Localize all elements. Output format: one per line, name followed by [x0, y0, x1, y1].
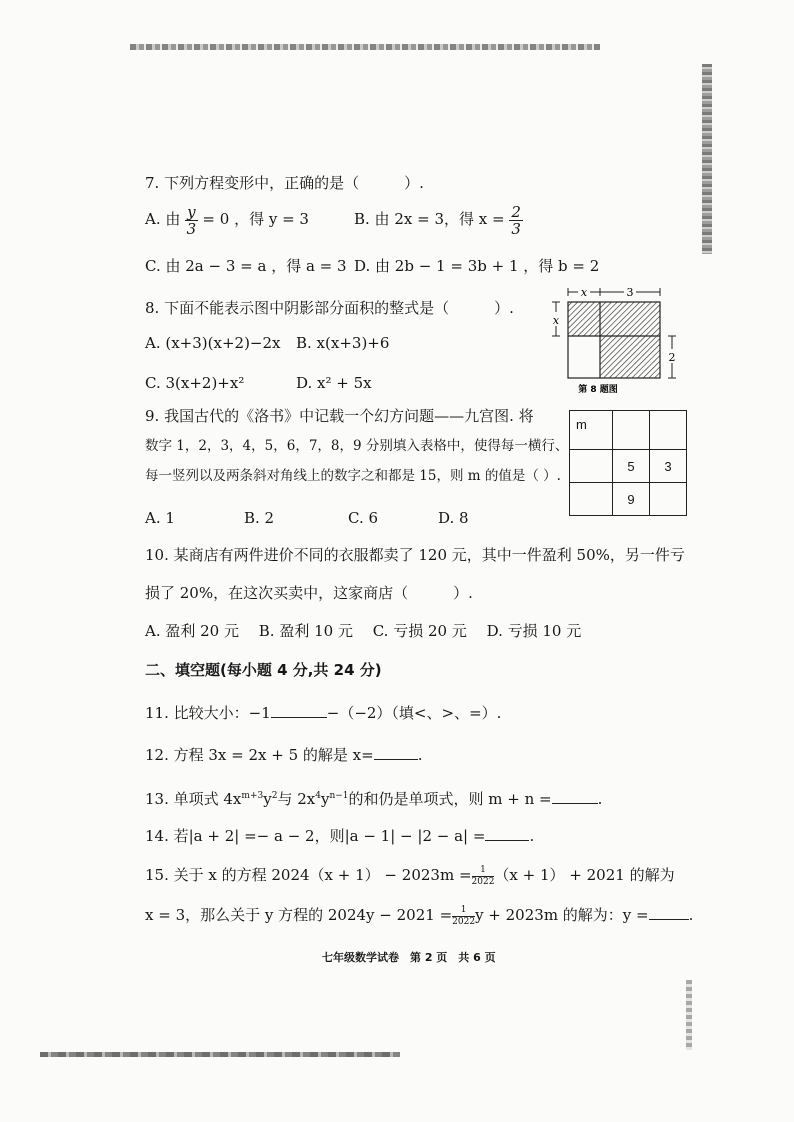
q7-option-c: C. 由 2a − 3 = a ，得 a = 3 — [145, 257, 347, 275]
q7-option-a: A. 由 $\frac{y}{3}$ = 0 ，得 y = 3 — [145, 202, 309, 238]
q7-option-d: D. 由 2b − 1 = 3b + 1 ，得 b = 2 — [354, 257, 600, 275]
scan-edge-right — [702, 64, 712, 254]
q7-stem: 7. 下列方程变形中，正确的是（ ）. — [145, 174, 424, 192]
answer-blank[interactable] — [374, 745, 418, 760]
q15-line-2: x = 3，那么关于 y 方程的 2024y − 2021 = $\frac{1}{2022}$ y + 2023m 的解为：y = . — [145, 904, 694, 927]
q11: 11. 比较大小：−1 −（−2）（填<、>、=）. — [145, 704, 502, 722]
q8-figure — [548, 286, 688, 396]
q8-shaded-top-left — [568, 302, 600, 336]
q10-options: A. 盈利 20 元 B. 盈利 10 元 C. 亏损 20 元 D. 亏损 10 元 — [145, 622, 582, 640]
q8-label-x-top: x — [580, 286, 588, 299]
magic-cell — [570, 483, 613, 516]
q9-option-b: B. 2 — [244, 509, 275, 527]
scan-edge-bottom — [40, 1052, 400, 1057]
magic-cell — [650, 483, 687, 516]
magic-cell: m — [570, 411, 613, 450]
q9-magic-square — [569, 410, 687, 516]
q7-option-b: B. 由 2x = 3，得 x = $\frac{2}{3}$ — [354, 202, 521, 238]
answer-blank[interactable] — [649, 905, 689, 920]
q9-option-d: D. 8 — [438, 509, 469, 527]
scan-edge-top — [130, 44, 600, 50]
q8-shaded-bottom-right — [600, 336, 660, 378]
q15-fraction-1: $\frac{1}{2022}$ — [471, 864, 495, 887]
q14: 14. 若|a + 2| =− a − 2，则|a − 1| − |2 − a| = . — [145, 827, 535, 845]
q8-shaded-top-right — [600, 302, 660, 336]
answer-blank[interactable] — [485, 826, 529, 841]
q9-option-c: C. 6 — [348, 509, 379, 527]
q8-option-a: A. (x+3)(x+2)−2x — [145, 334, 281, 352]
magic-cell: 3 — [650, 450, 687, 483]
q9-line-2: 数字 1，2，3，4，5，6，7，8，9 分别填入表格中，使得每一横行、 — [145, 438, 569, 454]
q15-line-1: 15. 关于 x 的方程 2024（x + 1） − 2023m = $\frac{1}{2022}$ （x + 1） + 2021 的解为 — [145, 864, 675, 887]
q8-option-b: B. x(x+3)+6 — [296, 334, 390, 352]
q9-line-1: 9. 我国古代的《洛书》中记载一个幻方问题——九宫图. 将 — [145, 407, 534, 425]
q8-label-x-left: x — [552, 314, 560, 327]
q7-a-fraction: $\frac{y}{3}$ — [186, 202, 197, 238]
q10-line-2: 损了 20%，在这次买卖中，这家商店（ ）. — [145, 584, 473, 602]
q13: 13. 单项式 $4x^{m+3}y^2$与 $2x^4y^{n-1}$的和仍是单项式，则 m + n = . — [145, 790, 603, 808]
answer-blank[interactable] — [271, 703, 327, 718]
q8-label-3: 3 — [626, 286, 634, 299]
q12: 12. 方程 3x = 2x + 5 的解是 x= . — [145, 746, 423, 764]
q7-b-fraction: $\frac{2}{3}$ — [511, 202, 521, 238]
q15-fraction-2: $\frac{1}{2022}$ — [452, 904, 476, 927]
q10-line-1: 10. 某商店有两件进价不同的衣服都卖了 120 元，其中一件盈利 50%，另一件亏 — [145, 546, 685, 564]
scan-edge-right-lower — [686, 980, 692, 1050]
q8-stem: 8. 下面不能表示图中阴影部分面积的整式是（ ）. — [145, 299, 514, 317]
q8-option-d: D. x² + 5x — [296, 374, 372, 392]
magic-cell: 5 — [613, 450, 650, 483]
magic-cell — [570, 450, 613, 483]
q8-figure-caption: 第 8 题图 — [578, 385, 618, 395]
q9-line-3: 每一竖列以及两条斜对角线上的数字之和都是 15，则 m 的值是（ ）. — [145, 468, 561, 484]
q8-label-2: 2 — [668, 351, 676, 364]
answer-blank[interactable] — [552, 789, 598, 804]
page-footer: 七年级数学试卷 第 2 页 共 6 页 — [322, 951, 496, 964]
magic-cell — [613, 411, 650, 450]
q8-option-c: C. 3(x+2)+x² — [145, 374, 245, 392]
magic-cell: 9 — [613, 483, 650, 516]
section-heading: 二、填空题(每小题 4 分,共 24 分) — [145, 661, 382, 679]
q9-option-a: A. 1 — [145, 509, 175, 527]
magic-cell — [650, 411, 687, 450]
